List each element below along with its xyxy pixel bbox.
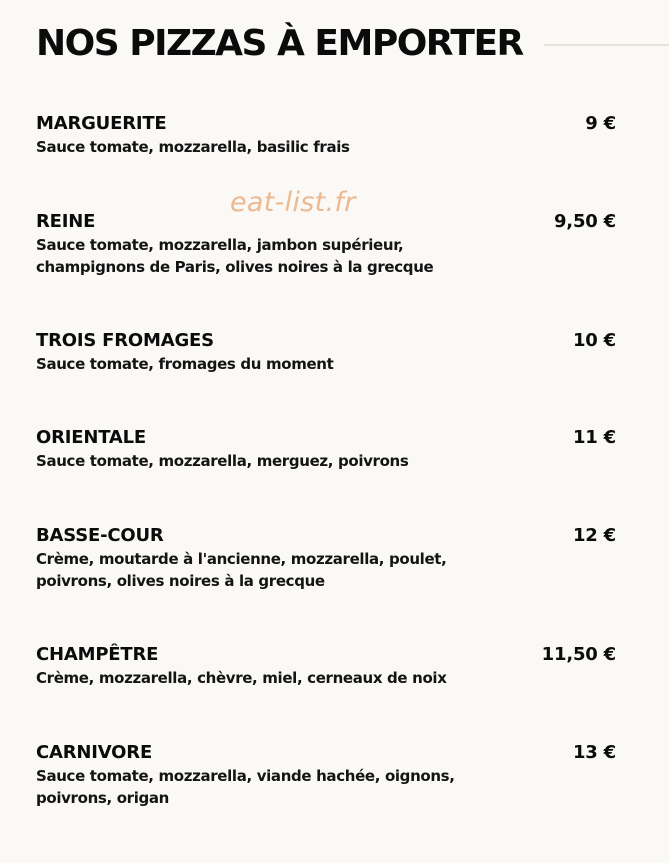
item-name: TROIS FROMAGES [36, 330, 214, 351]
item-name: CARNIVORE [36, 742, 153, 763]
item-price: 11 € [572, 427, 616, 448]
menu-item-reine [36, 211, 616, 278]
item-description: Sauce tomate, mozzarella, viande hachée, oignons, poivrons, origan [36, 767, 455, 807]
item-name: ORIENTALE [36, 427, 146, 448]
item-description: Sauce tomate, mozzarella, basilic frais [36, 138, 350, 156]
item-price: 9,50 € [553, 211, 616, 232]
item-description: Sauce tomate, fromages du moment [36, 355, 334, 373]
item-price: 13 € [572, 742, 616, 763]
item-name: MARGUERITE [36, 113, 167, 134]
watermark-logo: eat-list.fr [230, 187, 356, 218]
item-description: Crème, mozzarella, chèvre, miel, cerneaux de noix [36, 669, 447, 687]
item-description: Sauce tomate, mozzarella, jambon supérieur, champignons de Paris, olives noires à la grecque [36, 236, 434, 276]
menu-item-marguerite [36, 113, 616, 158]
menu-item-champetre [36, 644, 616, 689]
menu-item-trois-fromages [36, 330, 616, 375]
item-price: 9 € [585, 113, 616, 134]
item-description: Sauce tomate, mozzarella, merguez, poivrons [36, 452, 409, 470]
page-title: NOS PIZZAS À EMPORTER [36, 23, 523, 64]
item-name: CHAMPÊTRE [36, 644, 159, 665]
menu-item-orientale [36, 427, 616, 472]
item-description: Crème, moutarde à l'ancienne, mozzarella, poulet, poivrons, olives noires à la grecque [36, 550, 447, 590]
item-name: REINE [36, 211, 96, 232]
item-price: 12 € [572, 525, 616, 546]
item-price: 11,50 € [541, 644, 616, 665]
item-price: 10 € [572, 330, 616, 351]
item-name: BASSE-COUR [36, 525, 164, 546]
menu-item-carnivore [36, 742, 616, 809]
menu-item-basse-cour [36, 525, 616, 592]
